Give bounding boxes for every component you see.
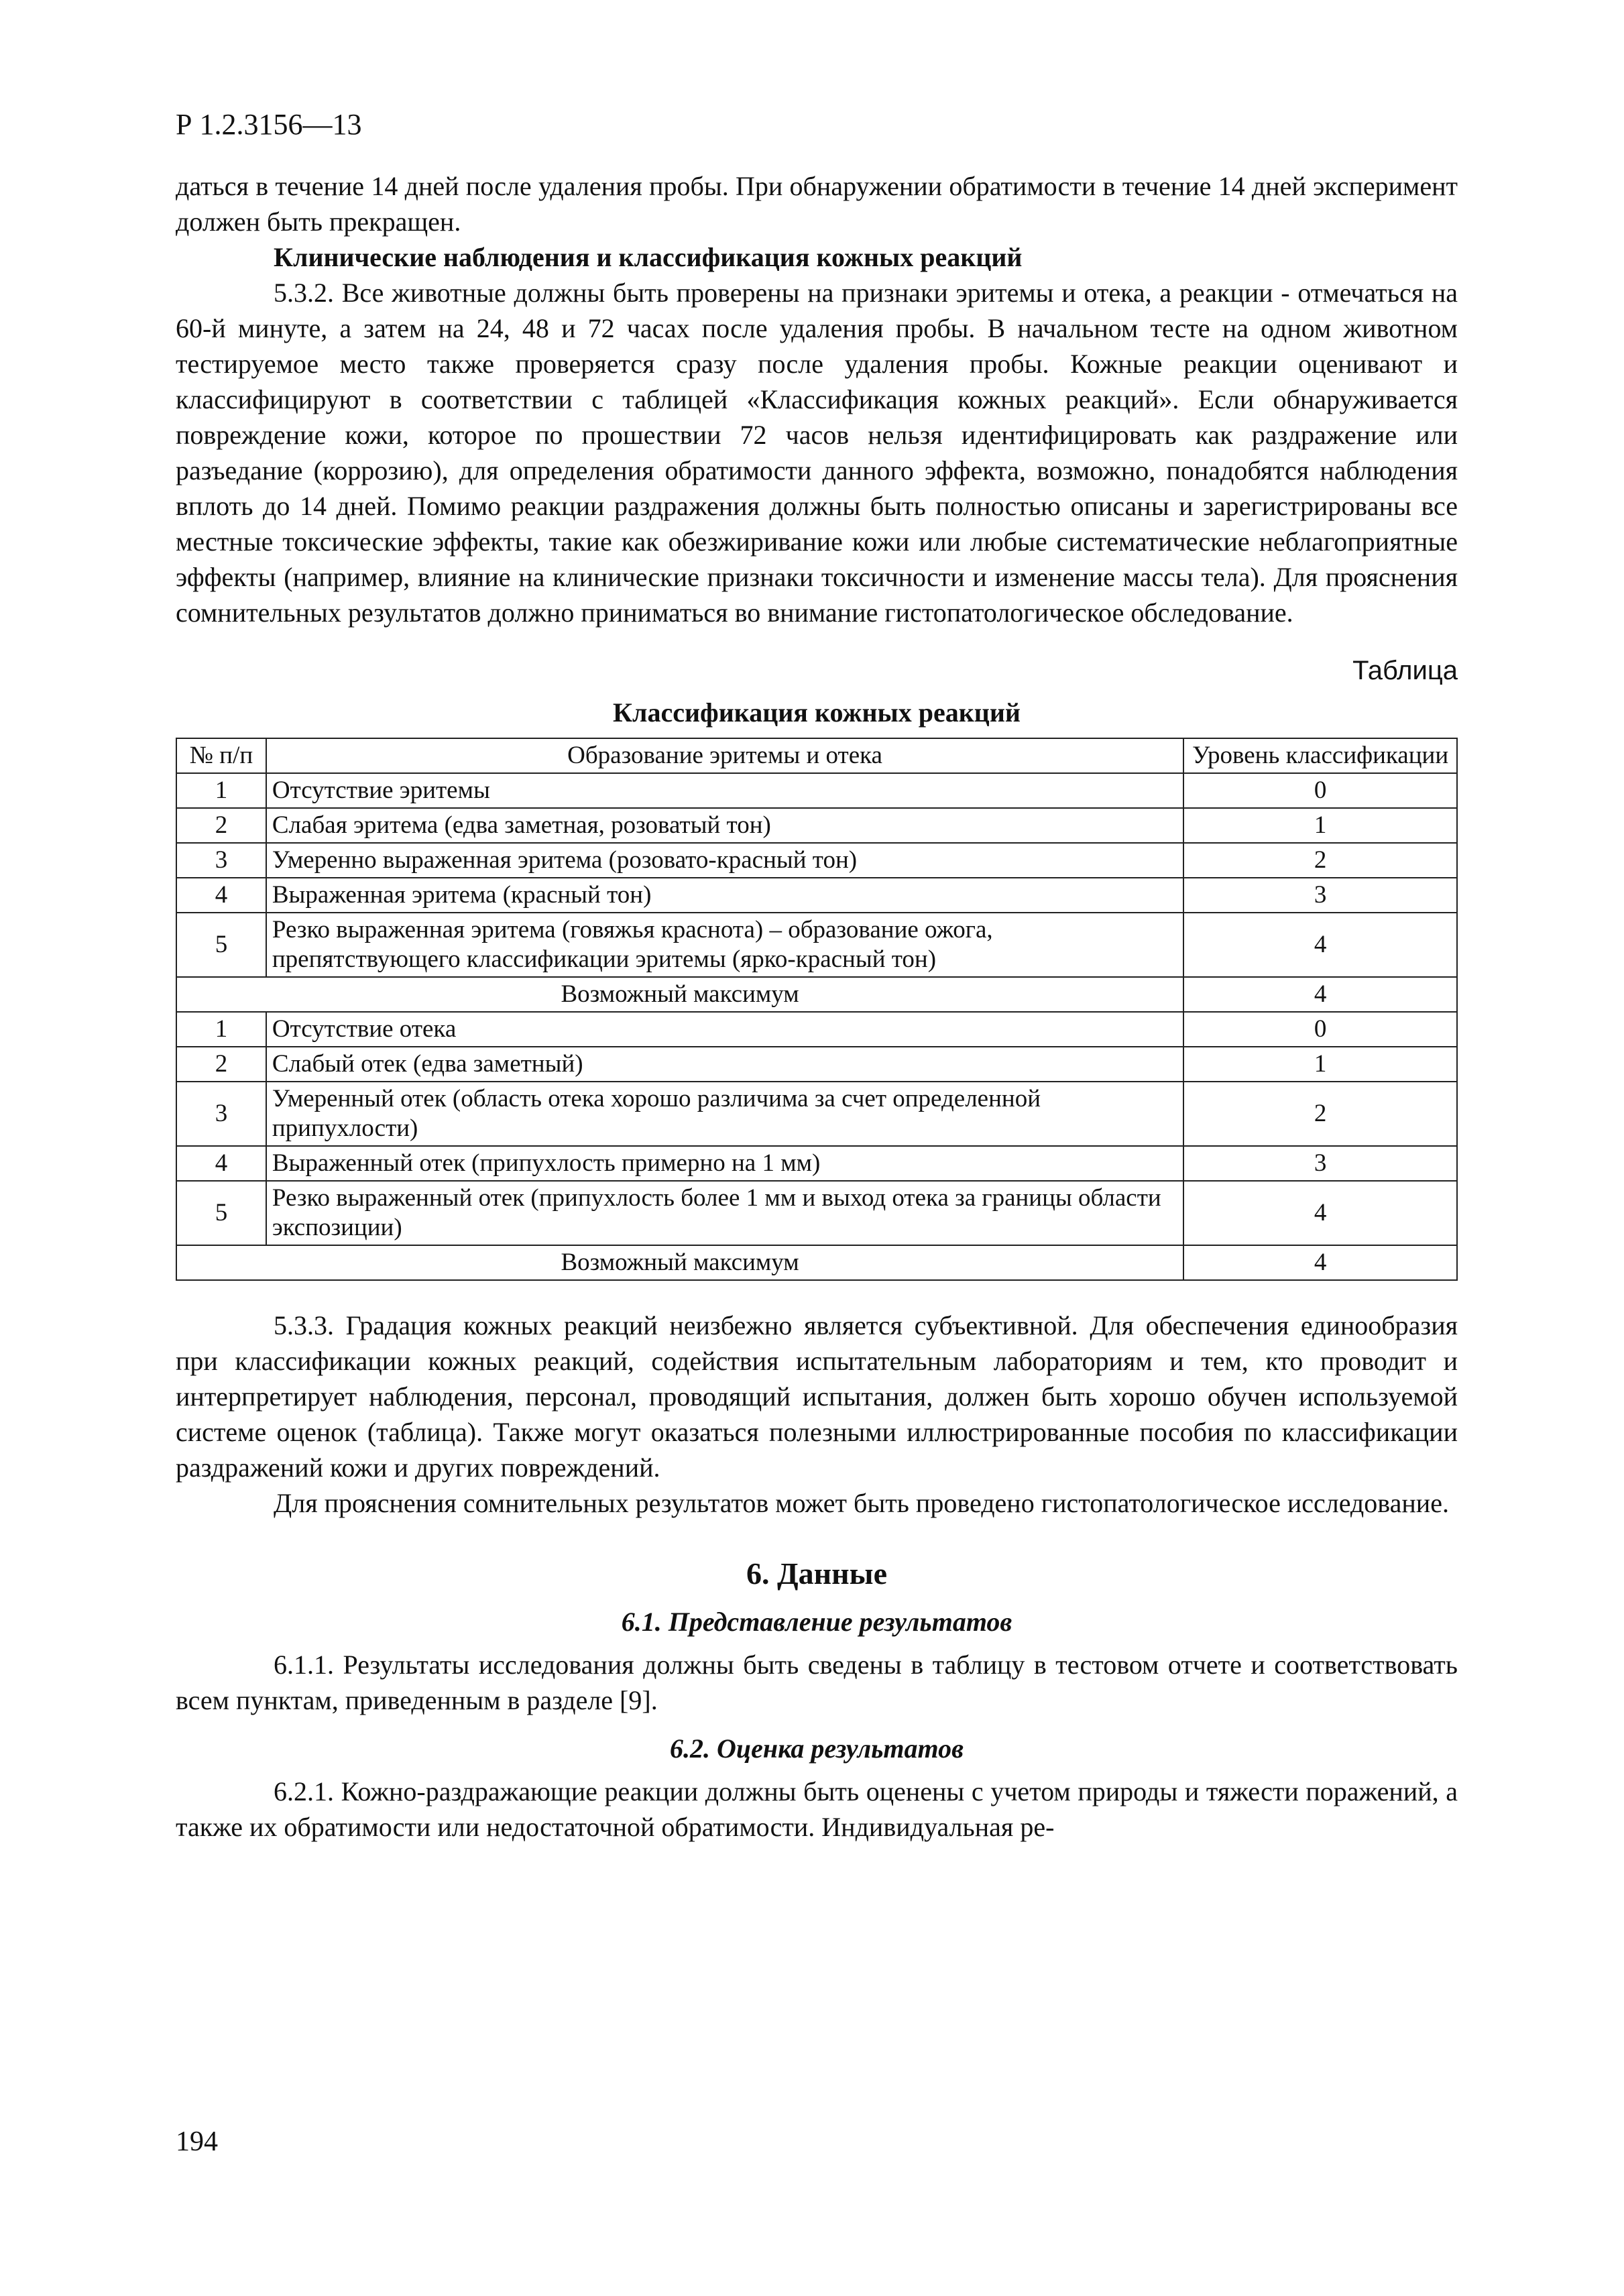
table-total-row: [176, 1245, 1457, 1280]
section-heading-clinical: Клинические наблюдения и классификация кожных реакций: [274, 242, 1023, 272]
row-level: 0: [1183, 1012, 1457, 1047]
row-level: 4: [1183, 913, 1457, 977]
table-row: [176, 843, 1457, 878]
document-code: Р 1.2.3156—13: [176, 108, 362, 141]
table-row: [176, 1047, 1457, 1082]
row-num: 4: [176, 878, 266, 913]
table-row: [176, 1012, 1457, 1047]
row-desc: Отсутствие отека: [266, 1012, 1183, 1047]
row-level: 2: [1183, 1082, 1457, 1146]
total-value: 4: [1183, 977, 1457, 1012]
row-level: 3: [1183, 878, 1457, 913]
paragraph-5-3-2: 5.3.2. Все животные должны быть проверены на признаки эритемы и отека, а реакции - отмечаться на 60-й минуте, а затем на 24, 48 и 72 часах после удаления пробы. В начальном тесте на одном животном тестируемое место также проверяется сразу после удаления пробы. Кожные реакции оценивают и классифицируют в соответствии с таблицей «Классификация кожных реакций». Если обнаруживается повреждение кожи, которое по прошествии 72 часов нельзя идентифицировать как раздражение или разъедание (коррозию), для определения обратимости данного эффекта, возможно, понадобятся наблюдения вплоть до 14 дней. Помимо реакции раздражения должны быть полностью описаны и зарегистрированы все местные токсические эффекты, такие как обезжиривание кожи или любые систематические неблагоприятные эффекты (например, влияние на клинические признаки токсичности и изменение массы тела). Для прояснения сомнительных результатов должно приниматься во внимание гистопатологическое обследование.: [176, 278, 1458, 628]
paragraph-5-3-3: 5.3.3. Градация кожных реакций неизбежно является субъективной. Для обеспечения единообразия при классификации кожных реакций, содействия испытательным лабораториям и тем, кто проводит и интерпретирует наблюдения, персонал, проводящий испытания, должен быть хорошо обучен используемой системе оценок (таблица). Также могут оказаться полезными иллюстрированные пособия по классификации раздражений кожи и других повреждений.: [176, 1310, 1458, 1483]
table-title: Классификация кожных реакций: [613, 697, 1021, 728]
section-title-data: 6. Данные: [746, 1556, 887, 1591]
table-label: Таблица: [1352, 656, 1458, 685]
row-desc: Выраженная эритема (красный тон): [266, 878, 1183, 913]
row-desc: Умеренно выраженная эритема (розовато-красный тон): [266, 843, 1183, 878]
row-level: 1: [1183, 1047, 1457, 1082]
row-level: 0: [1183, 773, 1457, 808]
row-desc: Слабая эритема (едва заметная, розоватый тон): [266, 808, 1183, 843]
classification-table: [176, 738, 1458, 1281]
row-num: 1: [176, 773, 266, 808]
table-row: [176, 1146, 1457, 1181]
row-desc: Резко выраженная эритема (говяжья краснота) – образование ожога, препятствующего классификации эритемы (ярко-красный тон): [266, 913, 1183, 977]
table-row: [176, 913, 1457, 977]
table-header-row: [176, 738, 1457, 773]
subsection-title-6-1: 6.1. Представление результатов: [621, 1607, 1012, 1637]
row-num: 2: [176, 1047, 266, 1082]
table-row: [176, 773, 1457, 808]
page-number: 194: [176, 2126, 218, 2157]
table-row: [176, 878, 1457, 913]
table-row: [176, 1082, 1457, 1146]
total-label: Возможный максимум: [176, 977, 1183, 1012]
header-desc: Образование эритемы и отека: [266, 738, 1183, 773]
paragraph-histopathology: Для прояснения сомнительных результатов может быть проведено гистопатологическое исследование.: [274, 1488, 1449, 1518]
row-level: 1: [1183, 808, 1457, 843]
row-num: 4: [176, 1146, 266, 1181]
row-num: 3: [176, 1082, 266, 1146]
total-label: Возможный максимум: [176, 1245, 1183, 1280]
row-num: 5: [176, 913, 266, 977]
row-num: 3: [176, 843, 266, 878]
row-num: 1: [176, 1012, 266, 1047]
row-desc: Отсутствие эритемы: [266, 773, 1183, 808]
header-level: Уровень классификации: [1183, 738, 1457, 773]
document-page: [176, 107, 1458, 1845]
row-level: 2: [1183, 843, 1457, 878]
subsection-title-6-2: 6.2. Оценка результатов: [670, 1733, 964, 1764]
row-num: 2: [176, 808, 266, 843]
table-total-row: [176, 977, 1457, 1012]
row-level: 4: [1183, 1181, 1457, 1245]
table-row: [176, 1181, 1457, 1245]
paragraph-6-1-1: 6.1.1. Результаты исследования должны быть сведены в таблицу в тестовом отчете и соответствовать всем пунктам, приведенным в разделе [9].: [176, 1650, 1458, 1715]
paragraph-6-2-1: 6.2.1. Кожно-раздражающие реакции должны быть оценены с учетом природы и тяжести поражений, а также их обратимости или недостаточной обратимости. Индивидуальная ре-: [176, 1776, 1458, 1842]
row-desc: Умеренный отек (область отека хорошо различима за счет определенной припухлости): [266, 1082, 1183, 1146]
row-num: 5: [176, 1181, 266, 1245]
row-desc: Слабый отек (едва заметный): [266, 1047, 1183, 1082]
header-num: № п/п: [176, 738, 266, 773]
row-desc: Выраженный отек (припухлость примерно на 1 мм): [266, 1146, 1183, 1181]
table-row: [176, 808, 1457, 843]
paragraph-continuation: даться в течение 14 дней после удаления пробы. При обнаружении обратимости в течение 14 дней эксперимент должен быть прекращен.: [176, 171, 1458, 237]
row-level: 3: [1183, 1146, 1457, 1181]
row-desc: Резко выраженный отек (припухлость более 1 мм и выход отека за границы области экспозиции): [266, 1181, 1183, 1245]
total-value: 4: [1183, 1245, 1457, 1280]
